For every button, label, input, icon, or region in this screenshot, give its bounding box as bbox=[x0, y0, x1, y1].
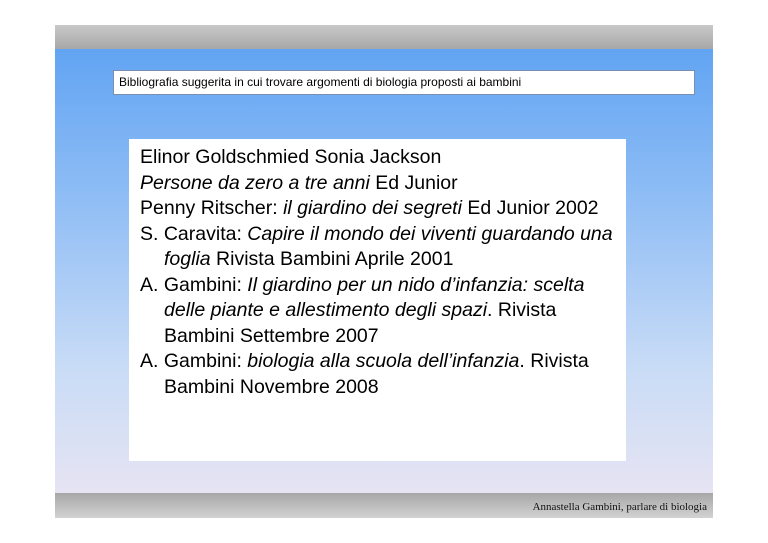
entry-text: Rivista Bambini Aprile 2001 bbox=[210, 248, 454, 270]
entry-text: Elinor Goldschmied Sonia Jackson bbox=[140, 146, 442, 168]
entry-title: il giardino dei segreti bbox=[283, 197, 462, 219]
top-bar bbox=[55, 25, 713, 49]
entry-author: A. Gambini: bbox=[140, 350, 248, 372]
bibliography-list bbox=[129, 139, 626, 461]
entry-title: Capire il mondo dei viventi guardando una foglia bbox=[164, 222, 613, 270]
bottom-bar bbox=[55, 493, 713, 518]
slide bbox=[55, 25, 713, 518]
entry-text: . Rivista Bambini Settembre 2007 bbox=[164, 299, 557, 347]
bibliography-entry bbox=[140, 171, 618, 197]
entry-text: . Rivista Bambini Novembre 2008 bbox=[164, 350, 589, 398]
slide-footer: Annastella Gambini, parlare di biologia bbox=[532, 501, 707, 513]
entry-author: A. Gambini: bbox=[140, 273, 248, 296]
bibliography-entry bbox=[140, 222, 618, 273]
slide-subtitle: Bibliografia suggerita in cui trovare argomenti di biologia proposti ai bambini bbox=[113, 70, 695, 95]
entry-title: biologia alla scuola dell’infanzia bbox=[247, 350, 520, 372]
entry-title: Persone da zero a tre anni bbox=[140, 171, 370, 194]
bibliography-entry bbox=[140, 196, 618, 222]
entry-author: Penny Ritscher: bbox=[140, 197, 284, 219]
entry-title: Il giardino per un nido d’infanzia: scelta delle piante e allestimento degli spazi bbox=[164, 273, 585, 321]
bibliography-entry bbox=[140, 273, 618, 350]
bibliography-entry bbox=[140, 145, 618, 171]
entry-author: S. Caravita: bbox=[140, 222, 248, 245]
entry-text: Ed Junior 2002 bbox=[461, 197, 599, 219]
bibliography-entry bbox=[140, 349, 618, 400]
entry-text: Ed Junior bbox=[369, 171, 458, 194]
